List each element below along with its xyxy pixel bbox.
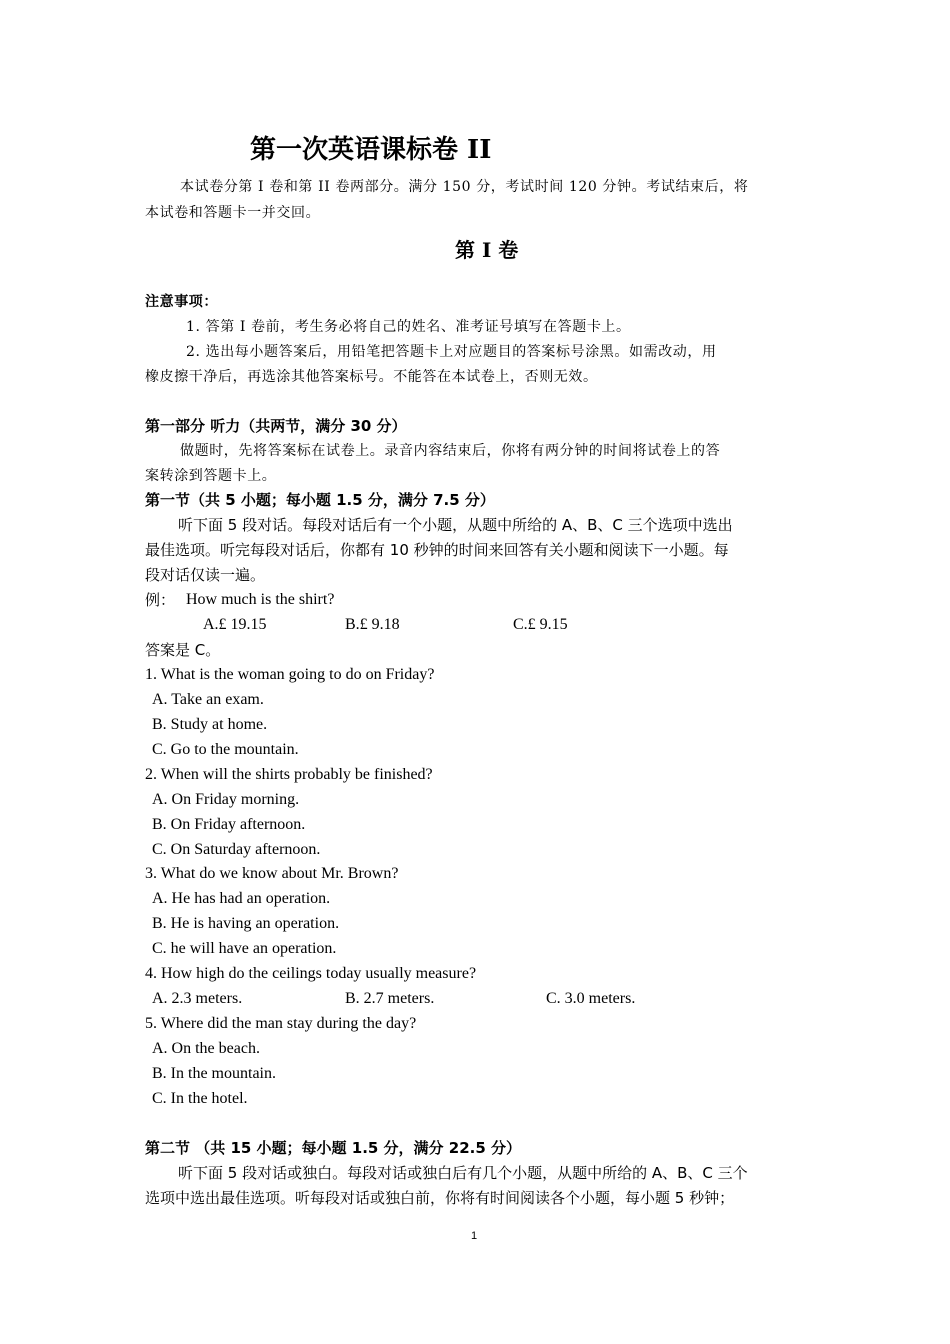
intro-line-1: 本试卷分第 I 卷和第 II 卷两部分。满分 150 分，考试时间 120 分钟。考试结束后，将	[180, 179, 749, 195]
part1-heading: 第一部分 听力（共两节，满分 30 分）	[145, 417, 407, 435]
question-3-option-b: B. He is having an operation.	[152, 915, 340, 932]
section1-line-1: 听下面 5 段对话。每段对话后有一个小题，从题中所给的 A、B、C 三个选项中选出	[178, 516, 733, 534]
part1-line-2: 案转涂到答题卡上。	[145, 468, 277, 484]
question-5-option-a: A. On the beach.	[152, 1040, 260, 1057]
question-2-option-c: C. On Saturday afternoon.	[152, 841, 321, 858]
question-4: 4. How high do the ceilings today usually measure?	[145, 965, 477, 982]
question-5-option-b: B. In the mountain.	[152, 1065, 276, 1082]
question-1-option-a: A. Take an exam.	[152, 691, 264, 708]
notice-heading: 注意事项：	[145, 294, 218, 310]
question-2: 2. When will the shirts probably be finished?	[145, 766, 433, 783]
notice-line-3: 橡皮擦干净后，再选涂其他答案标号。不能答在本试卷上，否则无效。	[145, 369, 598, 385]
example-answer: 答案是 C。	[145, 641, 221, 659]
section2-line-1: 听下面 5 段对话或独白。每段对话或独白后有几个小题，从题中所给的 A、B、C 三个	[178, 1164, 748, 1182]
question-2-option-a: A. On Friday morning.	[152, 791, 300, 808]
part1-line-1: 做题时，先将答案标在试卷上。录音内容结束后，你将有两分钟的时间将试卷上的答	[180, 443, 721, 459]
question-3-option-a: A. He has had an operation.	[152, 890, 331, 907]
page-number: 1	[471, 1230, 478, 1242]
question-4-option-c: C. 3.0 meters.	[546, 990, 636, 1007]
example-option-c: C.£ 9.15	[513, 616, 568, 633]
notice-line-2: 2. 选出每小题答案后，用铅笔把答题卡上对应题目的答案标号涂黑。如需改动，用	[186, 344, 717, 360]
section2-line-2: 选项中选出最佳选项。听每段对话或独白前，你将有时间阅读各个小题，每小题 5 秒钟；	[145, 1189, 735, 1207]
example-label: 例：	[145, 591, 176, 609]
section2-heading: 第二节 （共 15 小题；每小题 1.5 分，满分 22.5 分）	[145, 1139, 522, 1157]
question-1-option-b: B. Study at home.	[152, 716, 268, 733]
question-3-option-c: C. he will have an operation.	[152, 940, 337, 957]
question-4-option-b: B. 2.7 meters.	[345, 990, 435, 1007]
example-option-a: A.£ 19.15	[203, 616, 267, 633]
section1-line-3: 段对话仅读一遍。	[145, 566, 266, 584]
section1-line-2: 最佳选项。听完每段对话后，你都有 10 秒钟的时间来回答有关小题和阅读下一小题。每	[145, 541, 729, 559]
question-1-option-c: C. Go to the mountain.	[152, 741, 299, 758]
question-5-option-c: C. In the hotel.	[152, 1090, 248, 1107]
volume-heading: 第 I 卷	[455, 238, 519, 262]
page-title: 第一次英语课标卷 II	[250, 135, 492, 165]
example-question: How much is the shirt?	[186, 591, 335, 608]
intro-line-2: 本试卷和答题卡一并交回。	[145, 205, 321, 221]
question-3: 3. What do we know about Mr. Brown?	[145, 865, 399, 882]
question-4-option-a: A. 2.3 meters.	[152, 990, 243, 1007]
section1-heading: 第一节（共 5 小题；每小题 1.5 分，满分 7.5 分）	[145, 491, 495, 509]
notice-line-1: 1. 答第 I 卷前，考生务必将自己的姓名、准考证号填写在答题卡上。	[186, 319, 631, 335]
question-1: 1. What is the woman going to do on Friday?	[145, 666, 435, 683]
example-option-b: B.£ 9.18	[345, 616, 400, 633]
question-5: 5. Where did the man stay during the day?	[145, 1015, 417, 1032]
question-2-option-b: B. On Friday afternoon.	[152, 816, 306, 833]
